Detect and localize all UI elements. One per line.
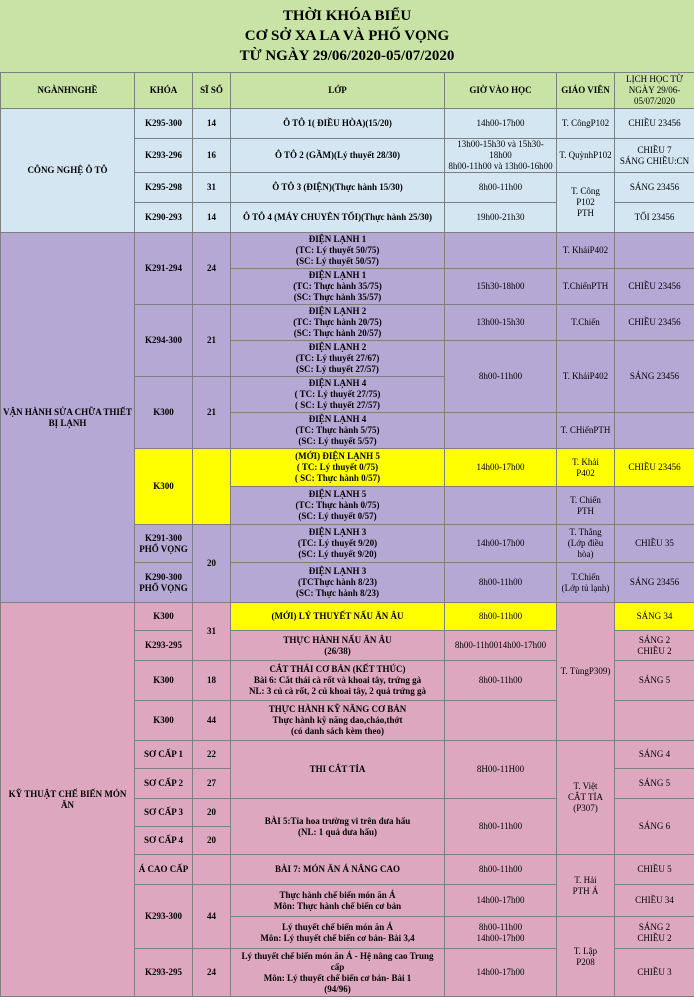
lop-cell: [231, 487, 445, 525]
lop-line: (SC: Thực hành 8/23): [295, 588, 379, 598]
lop-line: ( SC: Thực hành 0/57): [294, 473, 381, 483]
gv-cell: T.ChiếnPTH: [557, 269, 615, 305]
khoa-cell: K300: [135, 449, 193, 525]
lop-cell: THI CẮT TỈA: [231, 741, 445, 799]
gio-cell: 13h00-15h30: [445, 305, 557, 341]
lop-line: (SC: Lý thuyết 50/57): [296, 256, 379, 266]
gv-cell: T. QuỳnhP102: [557, 139, 615, 173]
gv-cell: T. KhảiP402: [557, 233, 615, 269]
gio-cell: 8h00-11h00: [445, 603, 557, 631]
lich-cell: SÁNG 4: [615, 741, 694, 769]
gv-line: (P307): [573, 803, 598, 813]
lop-cell: [231, 525, 445, 563]
lich-line: CHIỀU 2: [637, 932, 672, 943]
lop-cell: Ô TÔ 1( ĐIỀU HÒA)(15/20): [231, 109, 445, 139]
khoa-cell: SƠ CẤP 4: [135, 827, 193, 855]
lich-cell: SÁNG 23456: [615, 341, 694, 413]
gio-cell: [445, 487, 557, 525]
lich-cell: [615, 917, 694, 949]
khoa-cell: Á CAO CẤP: [135, 855, 193, 885]
lich-cell: CHIỀU 23456: [615, 269, 694, 305]
siso-cell: 44: [193, 701, 231, 741]
lop-line: (TC: Lý thuyết 9/20): [297, 538, 378, 548]
lop-line: (TC: Thực hành 0/75): [295, 500, 380, 510]
gio-cell: [445, 917, 557, 949]
lich-line: CHIỀU 2: [637, 645, 672, 656]
gv-cell: [557, 917, 615, 997]
gio-cell: 8h00-11h00: [445, 173, 557, 203]
gio-line: 8h00-11h00 và 13h00-16h00: [448, 161, 553, 171]
lich-cell: [615, 487, 694, 525]
lich-cell: TỐI 23456: [615, 203, 694, 233]
gv-cell: [557, 855, 615, 917]
lop-line: ĐIỆN LẠNH 3: [308, 527, 367, 537]
gio-line: 14h00-17h00: [476, 932, 525, 943]
siso-cell: 20: [193, 799, 231, 827]
lich-line: SÁNG 2: [638, 921, 671, 932]
lop-cell: [231, 269, 445, 305]
header-row: [1, 73, 694, 109]
lop-line: Môn: Lý thuyết chế biến cơ bản- Bài 3,4: [260, 932, 415, 943]
gv-line: PTH: [576, 505, 594, 516]
lop-cell: Ô TÔ 2 (GẦM)(Lý thuyết 28/30): [231, 139, 445, 173]
khoa-cell: K291-300 PHỐ VỌNG: [135, 525, 193, 563]
lop-line: ( TC: Lý thuyết 0/75): [296, 462, 379, 472]
khoa-cell: K300: [135, 701, 193, 741]
lich-cell: [615, 701, 694, 741]
siso-cell: 31: [193, 173, 231, 203]
header-lop: LỚP: [231, 73, 445, 109]
gv-cell: T. CôngP102: [557, 109, 615, 139]
gv-line: P102: [576, 197, 595, 207]
gv-cell: T. KhảiP402: [557, 341, 615, 413]
group-dienlanh: VẬN HÀNH SỬA CHỮA THIẾT BỊ LẠNH: [1, 233, 135, 603]
lop-cell: (MỚI) LÝ THUYẾT NẤU ĂN ÂU: [231, 603, 445, 631]
gio-cell: 14h00-17h00: [445, 525, 557, 563]
gv-cell: [557, 741, 615, 855]
title-line-1: THỜI KHÓA BIỂU: [282, 8, 412, 24]
siso-cell: 22: [193, 741, 231, 769]
gv-line: (Lớp tủ lạnh): [561, 582, 610, 593]
khoa-cell: K293-300: [135, 885, 193, 949]
gio-cell: 8h00-11h00: [445, 855, 557, 885]
lop-line: (MỚI) ĐIỆN LẠNH 5: [295, 451, 380, 461]
lich-cell: SÁNG 23456: [615, 173, 694, 203]
siso-cell: 20: [193, 827, 231, 855]
lop-line: ĐIỆN LẠNH 1: [308, 270, 367, 280]
lop-cell: [231, 341, 445, 377]
lop-line: Bài 6: Cắt thái cà rốt và khoai tây, trứng gà: [253, 675, 422, 685]
khoa-cell: K290-300 PHỐ VỌNG: [135, 563, 193, 603]
lich-cell: CHIỀU 34: [615, 885, 694, 917]
khoa-cell: K293-295: [135, 949, 193, 997]
gio-cell: 14h00-17h00: [445, 885, 557, 917]
table-row: [1, 233, 694, 269]
khoa-cell: K300: [135, 603, 193, 631]
lop-cell: [231, 377, 445, 413]
siso-cell: [193, 449, 231, 525]
lop-cell: [231, 949, 445, 997]
siso-cell: 21: [193, 305, 231, 377]
gv-line: T.Chiến: [571, 571, 600, 582]
lich-line: SÁNG 2: [638, 634, 671, 645]
siso-cell: 14: [193, 203, 231, 233]
gio-cell: [445, 233, 557, 269]
schedule-title: [0, 0, 694, 72]
gv-line: T. Hải: [574, 874, 597, 885]
gio-cell: [445, 139, 557, 173]
lop-line: (TCThực hành 8/23): [298, 577, 377, 587]
lop-line: (NL: 1 quả dưa hấu): [298, 826, 377, 837]
lop-line: ĐIỆN LẠNH 2: [308, 342, 367, 352]
lich-cell: SÁNG 5: [615, 661, 694, 701]
lop-line: (TC: Lý thuyết 50/75): [295, 245, 380, 255]
lop-line: ĐIỆN LẠNH 4: [308, 414, 367, 424]
lop-line: Lý thuyết chế biến món ăn Á: [281, 921, 393, 932]
siso-cell: [193, 855, 231, 885]
gv-cell: [557, 563, 615, 603]
gv-cell: T. TùngP309): [557, 603, 615, 741]
lop-line: ( TC: Lý thuyết 27/75): [294, 389, 381, 399]
lop-line: ĐIỆN LẠNH 4: [308, 378, 367, 388]
header-lich: LỊCH HỌC TỪ NGÀY 29/06-05/07/2020: [615, 73, 694, 109]
title-line-2: CƠ SỞ XA LA VÀ PHỐ VỌNG: [244, 28, 450, 44]
khoa-cell: K291-294: [135, 233, 193, 305]
gv-line: PTH: [576, 208, 594, 218]
lop-line: Môn: Lý thuyết chế biến cơ bản- Bài 1: [263, 972, 412, 983]
lich-cell: CHIỀU 5: [615, 855, 694, 885]
lich-cell: [615, 139, 694, 173]
group-nauan: KỸ THUẬT CHẾ BIẾN MÓN ĂN: [1, 603, 135, 997]
lop-cell: BÀI 7: MÓN ĂN Á NÂNG CAO: [231, 855, 445, 885]
lich-cell: SÁNG 6: [615, 799, 694, 855]
gv-line: P208: [576, 956, 595, 967]
lop-cell: [231, 563, 445, 603]
siso-cell: 21: [193, 377, 231, 449]
siso-cell: 24: [193, 949, 231, 997]
gio-cell: 19h00-21h30: [445, 203, 557, 233]
lop-cell: [231, 917, 445, 949]
lop-line: (TC: Thực hành 5/75): [295, 425, 380, 435]
khoa-cell: K295-300: [135, 109, 193, 139]
table-row: [1, 603, 694, 631]
lop-cell: [231, 631, 445, 661]
lop-cell: [231, 449, 445, 487]
header-gio: GIỜ VÀO HỌC: [445, 73, 557, 109]
khoa-cell: K293-295: [135, 631, 193, 661]
gv-line: T. Công: [571, 186, 600, 196]
gio-cell: [445, 413, 557, 449]
khoa-cell: K294-300: [135, 305, 193, 377]
gv-line: T. Lập: [573, 945, 598, 956]
gv-line: T. Chiến: [570, 494, 601, 505]
schedule-table: [0, 72, 694, 997]
group-oto: CÔNG NGHỆ Ô TÔ: [1, 109, 135, 233]
lich-cell: CHIỀU 23456: [615, 449, 694, 487]
gv-cell: T.Chiến: [557, 305, 615, 341]
lop-line: (TC: Lý thuyết 27/67): [295, 353, 380, 363]
lich-cell: SÁNG 34: [615, 603, 694, 631]
lop-line: (có danh sách kèm theo): [290, 726, 384, 736]
lop-cell: [231, 305, 445, 341]
lop-cell: [231, 233, 445, 269]
siso-cell: 31: [193, 603, 231, 661]
gv-line: P402: [576, 467, 595, 478]
lop-line: (SC: Thực hành 35/57): [293, 292, 382, 302]
lop-cell: Ô TÔ 3 (ĐIỆN)(Thực hành 15/30): [231, 173, 445, 203]
gio-cell: 15h30-18h00: [445, 269, 557, 305]
khoa-cell: K290-293: [135, 203, 193, 233]
lop-cell: Ô TÔ 4 (MÁY CHUYÊN TỐI)(Thực hành 25/30): [231, 203, 445, 233]
lop-cell: [231, 885, 445, 917]
siso-cell: 18: [193, 661, 231, 701]
lop-cell: [231, 413, 445, 449]
lop-line: (SC: Lý thuyết 9/20): [298, 549, 377, 559]
gio-cell: 8h00-11h00: [445, 799, 557, 855]
khoa-cell: K300: [135, 377, 193, 449]
gio-cell: 14h00-17h00: [445, 449, 557, 487]
lich-cell: CHIỀU 35: [615, 525, 694, 563]
khoa-cell: SƠ CẤP 1: [135, 741, 193, 769]
lop-line: Môn: Thực hành chế biến cơ bản: [273, 900, 402, 911]
lich-cell: SÁNG 5: [615, 769, 694, 799]
lop-line: ĐIỆN LẠNH 1: [308, 234, 367, 244]
lop-line: BÀI 5:Tỉa hoa trường vi trên dưa hấu: [264, 815, 411, 826]
gio-cell: 8h00-11h00: [445, 661, 557, 701]
gv-line: T. Thắng: [569, 527, 602, 537]
lop-line: CẮT THÁI CƠ BẢN (KẾT THÚC): [269, 664, 406, 674]
lop-line: cấp: [330, 961, 345, 972]
lop-cell: [231, 701, 445, 741]
gio-cell: 8H00-11H00: [445, 741, 557, 799]
lop-line: (94/96): [324, 983, 351, 994]
lop-line: (TC: Thực hành 35/75): [293, 281, 382, 291]
header-nganh: NGÀNHNGHỀ: [1, 73, 135, 109]
gv-cell: [557, 449, 615, 487]
title-line-3: TỪ NGÀY 29/06/2020-05/07/2020: [239, 48, 455, 64]
lop-line: Thực hành kỹ năng dao,chảo,thớt: [272, 715, 403, 725]
header-siso: SĨ SỐ: [193, 73, 231, 109]
gio-cell: 14h00-17h00: [445, 949, 557, 997]
header-khoa: KHÓA: [135, 73, 193, 109]
lop-line: Lý thuyết chế biến món ăn Á - Hệ nâng cao Trung: [241, 950, 434, 961]
khoa-cell: K293-296: [135, 139, 193, 173]
lop-line: (SC: Thực hành 20/57): [293, 328, 382, 338]
lop-line: (SC: Lý thuyết 27/57): [296, 364, 379, 374]
lop-line: (TC: Thực hành 20/75): [293, 317, 382, 327]
lop-line: (26/38): [324, 645, 351, 656]
siso-cell: 20: [193, 525, 231, 603]
gio-cell: [445, 701, 557, 741]
gv-cell: [557, 487, 615, 525]
khoa-cell: K295-298: [135, 173, 193, 203]
lich-cell: [615, 233, 694, 269]
khoa-cell: K300: [135, 661, 193, 701]
gio-cell: 8h00-11h0014h00-17h00: [445, 631, 557, 661]
lich-cell: [615, 413, 694, 449]
lop-line: THỰC HÀNH KỸ NĂNG CƠ BẢN: [268, 704, 407, 714]
siso-cell: 24: [193, 233, 231, 305]
gv-cell: [557, 525, 615, 563]
lich-line: CHIỀU 7: [637, 144, 672, 155]
lich-cell: [615, 631, 694, 661]
siso-cell: 27: [193, 769, 231, 799]
lop-line: NL: 3 củ cà rốt, 2 củ khoai tây, 2 quả trứng gà: [249, 686, 426, 696]
khoa-cell: SƠ CẤP 2: [135, 769, 193, 799]
gv-cell: [557, 173, 615, 233]
gv-line: T. Việt: [573, 781, 598, 791]
lop-line: ( SC: Lý thuyết 27/57): [295, 400, 380, 410]
gv-cell: T. CHiếnPTH: [557, 413, 615, 449]
gv-line: (Lớp điều hòa): [567, 538, 604, 559]
lich-cell: SÁNG 23456: [615, 563, 694, 603]
gio-line: 13h00-15h30 và 15h30-18h00: [457, 139, 544, 160]
lop-line: ĐIỆN LẠNH 5: [308, 489, 367, 499]
lop-cell: [231, 799, 445, 855]
lop-line: ĐIỆN LẠNH 3: [308, 566, 367, 576]
gv-line: T. Khải: [572, 456, 599, 467]
lop-line: Thực hành chế biến món ăn Á: [279, 889, 396, 900]
lich-cell: CHIỀU 23456: [615, 305, 694, 341]
lop-line: ĐIỆN LẠNH 2: [308, 306, 367, 316]
siso-cell: 44: [193, 885, 231, 949]
lich-cell: CHIỀU 23456: [615, 109, 694, 139]
gio-cell: 8h00-11h00: [445, 563, 557, 603]
siso-cell: 16: [193, 139, 231, 173]
lop-line: (SC: Lý thuyết 5/57): [298, 436, 377, 446]
lich-line: SÁNG CHIỀU:CN: [619, 155, 690, 166]
gio-line: 8h00-11h00: [478, 921, 523, 932]
lop-line: (SC: Lý thuyết 0/57): [298, 511, 377, 521]
gv-line: CẮT TỈA: [568, 792, 603, 802]
khoa-cell: SƠ CẤP 3: [135, 799, 193, 827]
lich-cell: CHIỀU 3: [615, 949, 694, 997]
gio-cell: 14h00-17h00: [445, 109, 557, 139]
table-row: [1, 109, 694, 139]
header-gv: GIÁO VIÊN: [557, 73, 615, 109]
lop-cell: [231, 661, 445, 701]
gv-line: PTH Á: [572, 885, 599, 896]
siso-cell: 14: [193, 109, 231, 139]
lop-line: THỰC HÀNH NẤU ĂN ÂU: [283, 634, 392, 645]
gio-cell: 8h00-11h00: [445, 341, 557, 413]
